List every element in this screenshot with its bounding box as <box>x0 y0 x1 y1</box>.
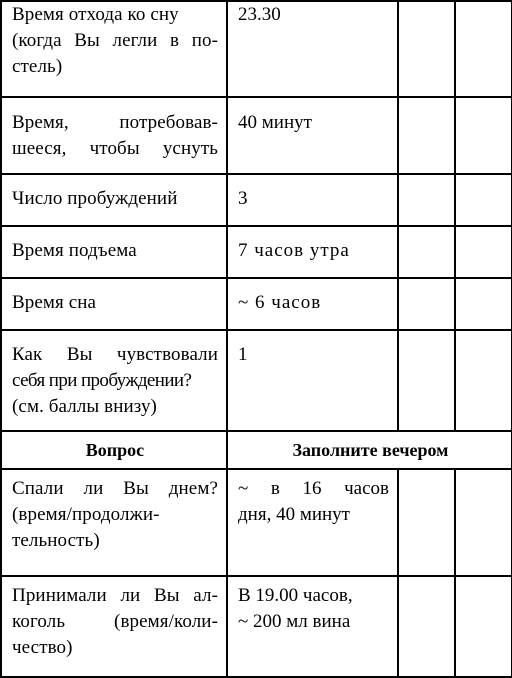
answer-line: 1 <box>238 344 248 365</box>
table-row <box>1 226 512 278</box>
question-cell <box>1 1 227 97</box>
empty-day-cell[interactable] <box>398 576 455 677</box>
column-header-evening: Заполните вечером <box>227 431 512 469</box>
empty-day-cell[interactable] <box>398 1 455 97</box>
answer-line: В 19.00 часов, <box>238 585 353 606</box>
question-cell <box>1 226 227 278</box>
empty-day-cell[interactable] <box>455 174 512 226</box>
table-row <box>1 174 512 226</box>
answer-cell <box>227 174 398 226</box>
table-row <box>1 469 512 576</box>
question-line: Число пробуждений <box>12 188 178 209</box>
answer-cell <box>227 469 398 576</box>
answer-cell <box>227 226 398 278</box>
question-cell <box>1 97 227 174</box>
answer-line: ~ в 16 часов <box>238 478 389 499</box>
answer-cell <box>227 278 398 330</box>
table-row <box>1 1 512 97</box>
question-line: Как Вы чувствовали <box>12 344 218 365</box>
question-line: стель) <box>12 56 63 77</box>
question-line: Время подъема <box>12 240 137 261</box>
answer-line: ~ 200 мл вина <box>238 611 351 632</box>
question-cell <box>1 330 227 431</box>
question-cell <box>1 576 227 677</box>
question-line: шееся, чтобы уснуть <box>12 138 218 159</box>
question-line: себя при пробуждении? <box>12 370 192 391</box>
empty-day-cell[interactable] <box>455 469 512 576</box>
column-header-question: Вопрос <box>1 431 227 469</box>
question-line: Время, потребовав- <box>12 112 218 133</box>
table-row <box>1 278 512 330</box>
answer-cell <box>227 576 398 677</box>
answer-cell <box>227 1 398 97</box>
question-line: Принимали ли Вы ал- <box>12 585 218 606</box>
question-cell <box>1 174 227 226</box>
answer-line: 23.30 <box>238 4 281 25</box>
empty-day-cell[interactable] <box>455 1 512 97</box>
empty-day-cell[interactable] <box>398 469 455 576</box>
empty-day-cell[interactable] <box>455 330 512 431</box>
empty-day-cell[interactable] <box>398 278 455 330</box>
empty-day-cell[interactable] <box>455 576 512 677</box>
empty-day-cell[interactable] <box>455 97 512 174</box>
table-row <box>1 576 512 677</box>
answer-line: 3 <box>238 188 248 209</box>
answer-line: ~ 6 часов <box>238 292 322 313</box>
empty-day-cell[interactable] <box>398 97 455 174</box>
answer-cell <box>227 97 398 174</box>
question-line: коголь (время/коли- <box>12 611 218 632</box>
question-line: (время/продолжи- <box>12 504 160 525</box>
question-line: (когда Вы легли в по- <box>12 30 218 51</box>
empty-day-cell[interactable] <box>455 278 512 330</box>
empty-day-cell[interactable] <box>398 226 455 278</box>
table-row <box>1 330 512 431</box>
question-line: чество) <box>12 637 73 658</box>
question-line: Спали ли Вы днем? <box>12 478 218 499</box>
answer-cell <box>227 330 398 431</box>
answer-line: 40 минут <box>238 112 312 133</box>
question-line: (см. баллы внизу) <box>12 396 157 417</box>
table-header-row <box>1 431 512 469</box>
question-cell <box>1 469 227 576</box>
answer-line: дня, 40 минут <box>238 504 350 525</box>
table-row <box>1 97 512 174</box>
empty-day-cell[interactable] <box>455 226 512 278</box>
question-line: Время сна <box>12 292 97 313</box>
answer-line: 7 часов утра <box>238 240 350 261</box>
question-line: Время отхода ко сну <box>12 4 179 25</box>
question-line: тельность) <box>12 530 100 551</box>
question-cell <box>1 278 227 330</box>
empty-day-cell[interactable] <box>398 174 455 226</box>
empty-day-cell[interactable] <box>398 330 455 431</box>
